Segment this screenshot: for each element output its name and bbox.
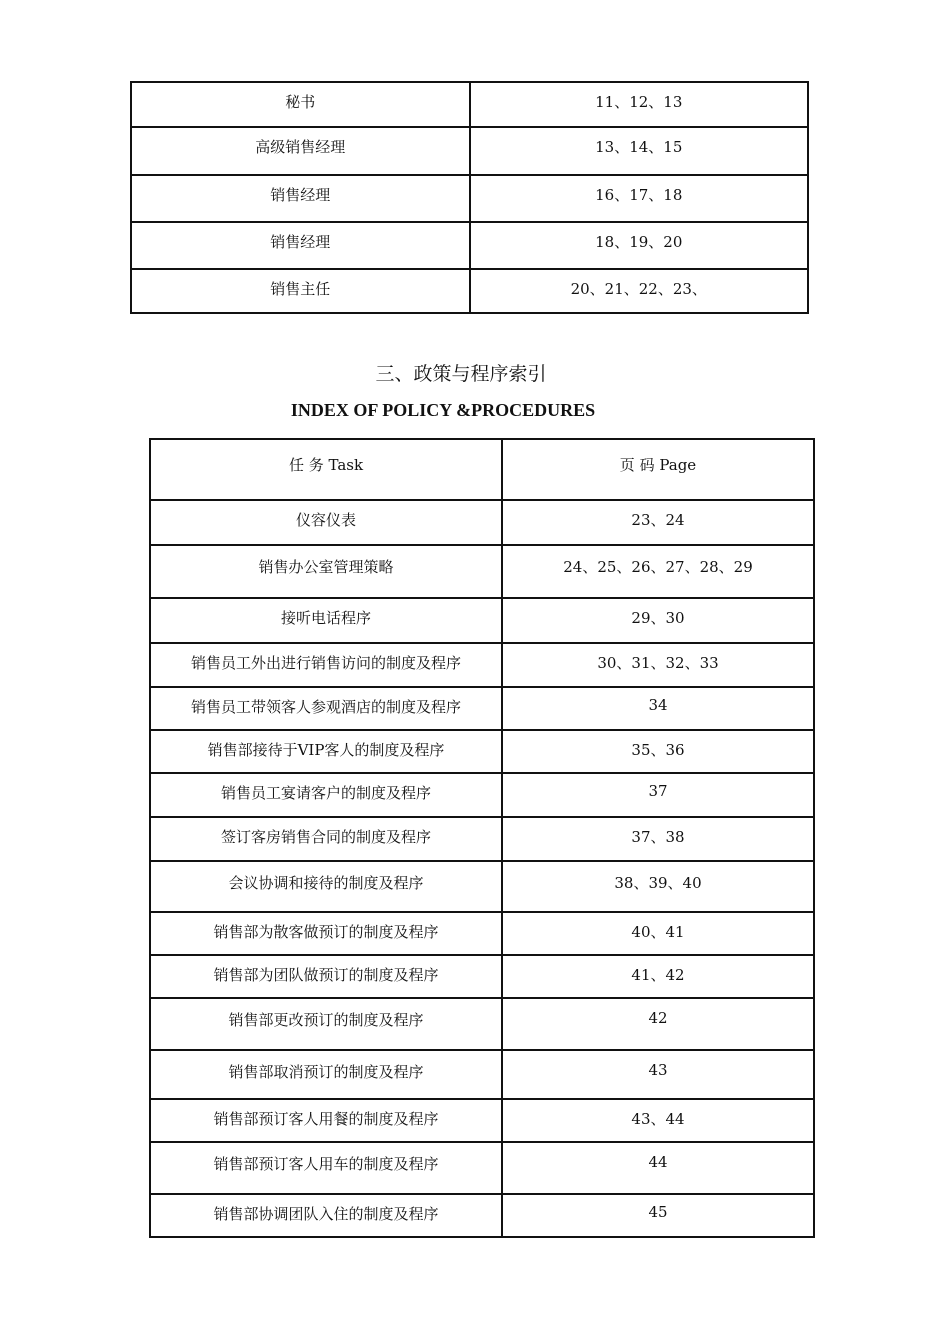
table-row <box>131 269 808 313</box>
task-cell: 销售部协调团队入住的制度及程序 <box>150 1194 502 1237</box>
task-cell: 销售部预订客人用餐的制度及程序 <box>150 1099 502 1142</box>
pages-cell: 29、30 <box>502 598 814 643</box>
pages-cell: 34 <box>502 687 814 730</box>
header-page: 页 码 Page <box>502 439 814 500</box>
table-row <box>150 1050 814 1099</box>
table-row <box>150 998 814 1050</box>
table-row <box>150 817 814 861</box>
task-cell: 销售员工外出进行销售访问的制度及程序 <box>150 643 502 687</box>
task-cell: 销售部接待于VIP客人的制度及程序 <box>150 730 502 773</box>
role-cell: 销售主任 <box>131 269 470 313</box>
task-cell: 会议协调和接待的制度及程序 <box>150 861 502 912</box>
table-row <box>131 175 808 222</box>
role-cell: 销售经理 <box>131 222 470 269</box>
table-row <box>150 1194 814 1237</box>
pages-cell: 20、21、22、23、 <box>470 269 809 313</box>
pages-cell: 37、38 <box>502 817 814 861</box>
task-cell: 销售部为团队做预订的制度及程序 <box>150 955 502 998</box>
header-task: 任 务 Task <box>150 439 502 500</box>
table-row <box>150 500 814 545</box>
table-row <box>131 127 808 175</box>
task-cell: 接听电话程序 <box>150 598 502 643</box>
table-row <box>150 730 814 773</box>
role-cell: 秘书 <box>131 82 470 127</box>
task-cell: 销售办公室管理策略 <box>150 545 502 598</box>
pages-cell: 41、42 <box>502 955 814 998</box>
pages-cell: 16、17、18 <box>470 175 809 222</box>
policy-index-table <box>149 438 815 1238</box>
pages-cell: 42 <box>502 998 814 1050</box>
table-row <box>150 643 814 687</box>
table-row <box>150 912 814 955</box>
role-cell: 销售经理 <box>131 175 470 222</box>
pages-cell: 13、14、15 <box>470 127 809 175</box>
table-row <box>150 598 814 643</box>
table-row <box>150 1142 814 1194</box>
pages-cell: 11、12、13 <box>470 82 809 127</box>
pages-cell: 40、41 <box>502 912 814 955</box>
pages-cell: 45 <box>502 1194 814 1237</box>
pages-cell: 18、19、20 <box>470 222 809 269</box>
section-title-cn: 三、政策与程序索引 <box>375 363 547 385</box>
table-row <box>131 82 808 127</box>
task-cell: 销售部预订客人用车的制度及程序 <box>150 1142 502 1194</box>
roles-index-table <box>130 81 809 314</box>
table-row <box>150 861 814 912</box>
pages-cell: 30、31、32、33 <box>502 643 814 687</box>
table-row <box>150 955 814 998</box>
section-title-en: INDEX OF POLICY &PROCEDURES <box>290 400 596 420</box>
task-cell: 销售员工带领客人参观酒店的制度及程序 <box>150 687 502 730</box>
table-row <box>150 545 814 598</box>
task-cell: 签订客房销售合同的制度及程序 <box>150 817 502 861</box>
table-row <box>150 687 814 730</box>
table-header-row <box>150 439 814 500</box>
task-cell: 销售部更改预订的制度及程序 <box>150 998 502 1050</box>
pages-cell: 37 <box>502 773 814 817</box>
pages-cell: 43、44 <box>502 1099 814 1142</box>
task-cell: 销售部为散客做预订的制度及程序 <box>150 912 502 955</box>
pages-cell: 38、39、40 <box>502 861 814 912</box>
task-cell: 销售部取消预订的制度及程序 <box>150 1050 502 1099</box>
table-row <box>150 773 814 817</box>
task-cell: 销售员工宴请客户的制度及程序 <box>150 773 502 817</box>
pages-cell: 44 <box>502 1142 814 1194</box>
role-cell: 高级销售经理 <box>131 127 470 175</box>
pages-cell: 24、25、26、27、28、29 <box>502 545 814 598</box>
pages-cell: 43 <box>502 1050 814 1099</box>
task-cell: 仪容仪表 <box>150 500 502 545</box>
table-row <box>150 1099 814 1142</box>
pages-cell: 23、24 <box>502 500 814 545</box>
pages-cell: 35、36 <box>502 730 814 773</box>
table-row <box>131 222 808 269</box>
